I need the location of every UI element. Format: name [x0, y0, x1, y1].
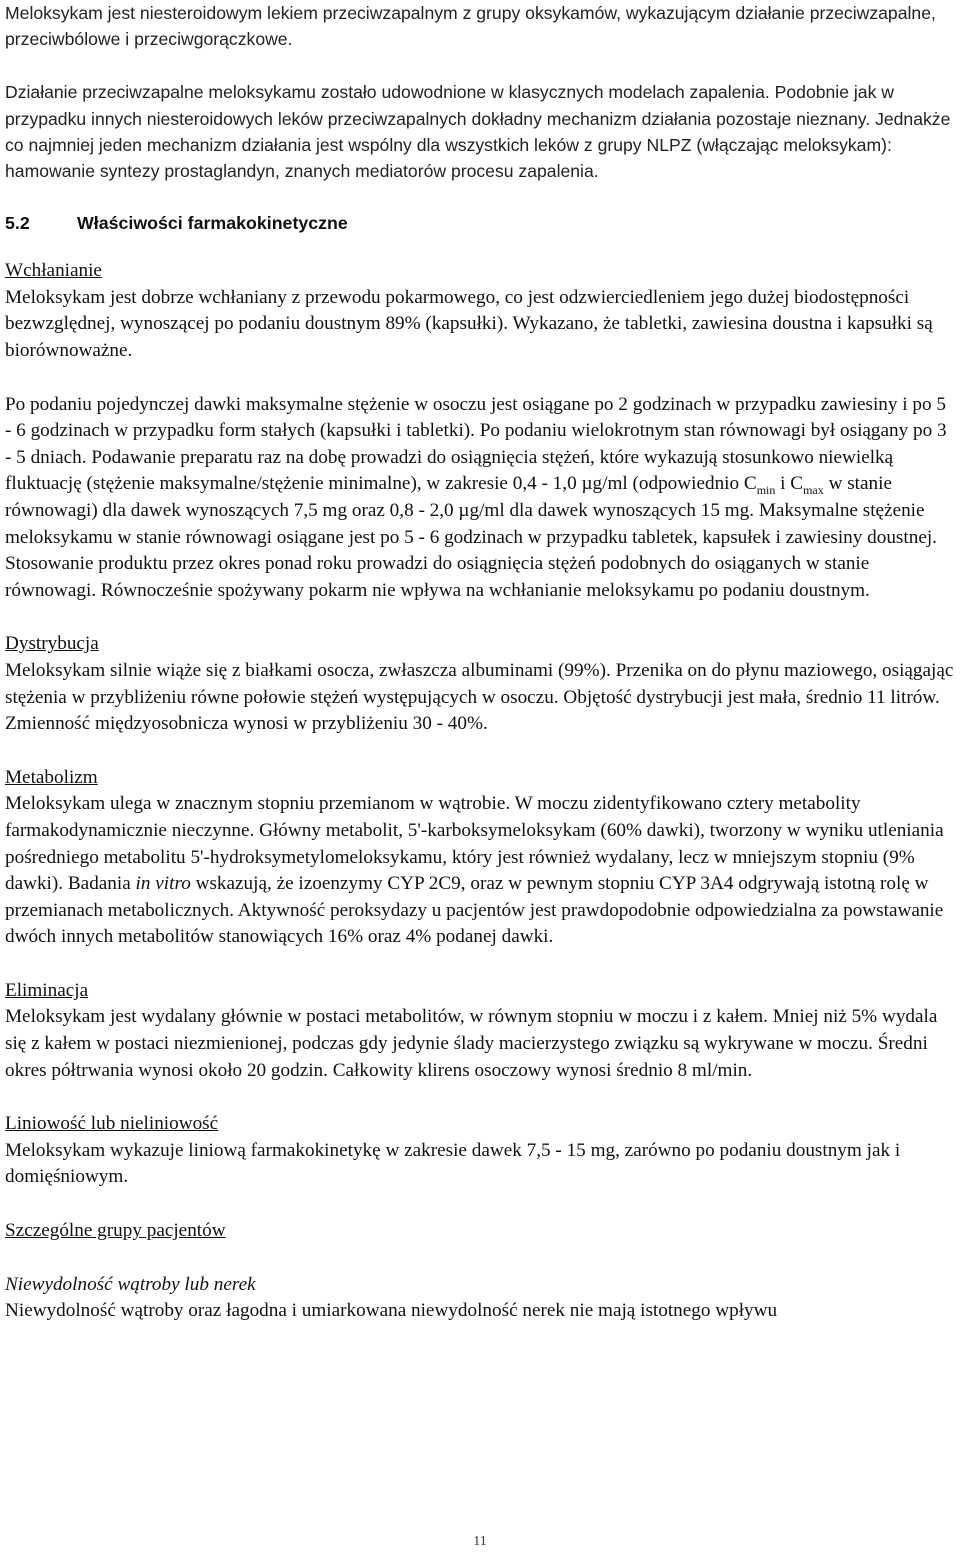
elimination-heading: Eliminacja [5, 979, 89, 1001]
linearity-paragraph: Meloksykam wykazuje liniową farmakokinetykę w zakresie dawek 7,5 - 15 mg, zarówno po podaniu doustnym jak i domięśniowym. [5, 1139, 901, 1188]
absorption-paragraph-2 [5, 392, 955, 605]
special-groups-paragraph: Niewydolność wątroby oraz łagodna i umiarkowana niewydolność nerek nie mają istotnego wpływu [5, 1300, 778, 1322]
special-groups-heading: Szczególne grupy pacjentów [5, 1220, 226, 1242]
distribution-heading: Dystrybucja [5, 633, 99, 655]
metabolism-p1-start: Meloksykam ulega w znacznym stopniu przemianom w wątrobie. W moczu zidentyfikowano cztery metabolity farmakodynamicznie nieczynne. Główny metabolit, 5'-karboksymeloksykam (60% dawki), tworzony w wyniku utleniania pośredniego metabolitu 5'-hydroksymetylomeloksykamu, który jest również wydalany, lecz w mniejszym stopniu (9% dawki). Badania [5, 793, 944, 895]
section-heading [5, 210, 955, 236]
document-page [5, 0, 955, 1325]
distribution-paragraph: Meloksykam silnie wiąże się z białkami osocza, zwłaszcza albuminami (99%). Przenika on do płynu maziowego, osiągając stężenia w przybliżeniu równe połowie stężeń występujących w osoczu. Objętość dystrybucji jest mała, średnio 11 litrów. Zmienność międzyosobnicza wynosi w przybliżeniu 30 - 40%. [5, 659, 954, 735]
special-groups-subheading: Niewydolność wątroby lub nerek [5, 1273, 256, 1295]
subscript-min: min [756, 483, 776, 498]
elimination-paragraph: Meloksykam jest wydalany głównie w postaci metabolitów, w równym stopniu w moczu i z kałem. Mniej niż 5% wydala się z kałem w postaci niezmienionej, podczas gdy jedynie ślady macierzystego związku są wykrywane w moczu. Średni okres półtrwania wynosi około 20 godzin. Całkowity klirens osoczowy wynosi średnio 8 ml/min. [5, 1006, 938, 1081]
absorption-p2-start: Po podaniu pojedynczej dawki maksymalne stężenie w osoczu jest osiągane po 2 godzinach w przypadku zawiesiny i po 5 - 6 godzinach w przypadku form stałych (kapsułki i tabletki). Po podaniu wielokrotnym stan równowagi był osiągany po 3 - 5 dniach. Podawanie preparatu raz na dobę prowadzi do osiągnięcia stężeń, które wykazują stosunkowo niewielką fluktuację (stężenie maksymalne/stężenie minimalne), w zakresie 0,4 - 1,0 µg/ml (odpowiednio C [5, 393, 947, 495]
absorption-p2-end: w stanie równowagi) dla dawek wynoszących 7,5 mg oraz 0,8 - 2,0 µg/ml dla dawek wynoszących 15 mg. Maksymalne stężenie meloksykamu w stanie równowagi osiągane jest po 5 - 6 godzinach w przypadku tabletek, kapsułek i zawiesiny doustnej. Stosowanie produktu przez okres ponad roku prowadzi do osiągnięcia stężeń podobnych do osiąganych w stanie równowagi. Równocześnie spożywany pokarm nie wpływa na wchłanianie meloksykamu po podaniu doustnym. [5, 473, 937, 601]
absorption-paragraph-1: Meloksykam jest dobrze wchłaniany z przewodu pokarmowego, co jest odzwierciedleniem jego dużej biodostępności bezwzględnej, wynoszącej po podaniu doustnym 89% (kapsułki). Wykazano, że tabletki, zawiesina doustna i kapsułki są biorównoważne. [5, 286, 933, 361]
absorption-heading: Wchłanianie [5, 260, 102, 282]
intro-paragraph-2-cont: Jednakże co najmniej jeden mechanizm działania jest wspólny dla wszystkich leków z grupy NLPZ (włączając meloksykam): hamowanie syntezy prostaglandyn, znanych mediatorów procesu zapalenia. [5, 108, 951, 182]
intro-paragraph-2 [5, 79, 955, 184]
metabolism-heading: Metabolizm [5, 766, 98, 788]
metabolism-p1-end: wskazują, że izoenzymy CYP 2C9, oraz w pewnym stopniu CYP 3A4 odgrywają istotną rolę w przemianach metabolicznych. Aktywność peroksydazy u pacjentów jest prawdopodobnie odpowiedzialna za powstawanie dwóch innych metabolitów stanowiących 16% oraz 4% podanej dawki. [5, 873, 944, 948]
metabolism-italic: in vitro [135, 873, 191, 895]
page-number: 11 [473, 1534, 487, 1549]
intro-paragraph-1: Meloksykam jest niesteroidowym lekiem przeciwzapalnym z grupy oksykamów, wykazującym działanie przeciwzapalne, przeciwbólowe i przeciwgorączkowe. [5, 3, 936, 50]
subscript-max: max [803, 483, 824, 498]
section-title: Właściwości farmakokinetyczne [77, 213, 348, 234]
linearity-heading: Liniowość lub nieliniowość [5, 1113, 219, 1135]
absorption-p2-i: i C [775, 473, 804, 495]
section-number: 5.2 [5, 213, 30, 234]
intro-paragraph-2-sans: Działanie przeciwzapalne meloksykamu zostało udowodnione w klasycznych modelach zapalenia. Podobnie jak w przypadku innych niesteroidowych leków przeciwzapalnych dokładny mechanizm działania pozostaje nieznany. [5, 82, 894, 129]
metabolism-paragraph [5, 791, 955, 951]
